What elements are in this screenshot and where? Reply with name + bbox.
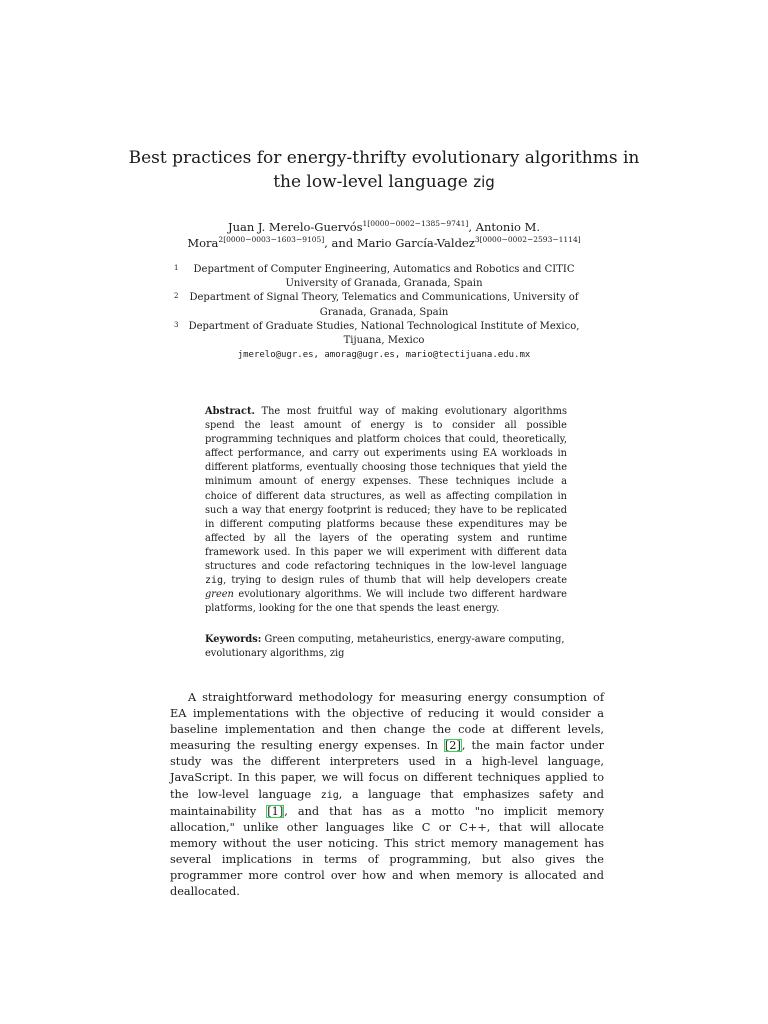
body-text-3: , a language that emphasizes safety and maintainability [170, 787, 605, 818]
keywords-label: Keywords: [205, 634, 262, 645]
author-2-name-first: Antonio M. [475, 220, 541, 234]
author-1-name: Juan J. Merelo-Guervós [227, 220, 363, 234]
author-and: , and [324, 236, 354, 250]
abstract-emphasis: green [205, 589, 234, 601]
abstract-text-2: , trying to design rules of thumb that will help developers create [223, 575, 567, 587]
affiliation-2-text: Department of Signal Theory, Telematics and Communications, University of Granada, Granada, Spain [189, 292, 579, 318]
author-3-name: Mario García-Valdez [356, 236, 475, 250]
title-text: Best practices for energy-thrifty evolutionary algorithms in the low-level language [128, 148, 640, 192]
citation-2-link[interactable]: [2] [444, 739, 461, 753]
abstract [205, 405, 567, 616]
abstract-text-1: The most fruitful way of making evolutionary algorithms spend the least amount of energy is to consider all possible programming techniques and platform choices that could, theoretically, affect performance, and carry out experiments using EA workloads in different platforms, eventually choosing those techniques that yield the minimum amount of energy expenses. These techniques include a choice of different data structures, as well as affecting compilation in such a way that energy footprint is reduced; they have to be replicated in different computing platforms because these expenditures may be affected by all the layers of the operating system and runtime framework used. In this paper we will experiment with different data structures and code refactoring techniques in the low-level language [205, 406, 567, 573]
paper-title [120, 146, 648, 194]
body-text-2: , the main factor under study was the different interpreters used in a high-level language, JavaScript. In this paper, we will focus on different techniques applied to the low-level language [170, 739, 604, 801]
author-2-name-last: Mora [187, 236, 219, 250]
affiliation-3-number: 3 [174, 320, 179, 329]
author-emails: jmerelo@ugr.es, amorag@ugr.es, mario@tectijuana.edu.mx [237, 350, 531, 361]
affiliation-2 [174, 291, 590, 319]
abstract-code: zig [205, 575, 224, 587]
affiliation-1 [174, 263, 590, 291]
citation-1-link[interactable]: [1] [267, 804, 284, 818]
abstract-label: Abstract. [205, 406, 255, 417]
affiliation-3 [174, 320, 590, 348]
affiliation-1-number: 1 [174, 264, 179, 272]
body-text-1: A straightforward methodology for measuring energy consumption of EA implementations with the objective of reducing it would consider a baseline implementation and then change the code at different levels, measuring the resulting energy expenses. In [170, 691, 604, 753]
affiliations [174, 263, 590, 362]
body-code: zig [320, 789, 339, 801]
keywords [205, 633, 567, 661]
affiliation-3-text: Department of Graduate Studies, National Technological Institute of Mexico, Tijuana, Mexico [188, 320, 580, 347]
title-code: zig [473, 173, 495, 191]
author-1-orcid: 1[0000−0002−1385−9741] [362, 219, 469, 229]
author-2-orcid: 2[0000−0003−1603−9105] [218, 235, 325, 245]
affiliation-1-text: Department of Computer Engineering, Automatics and Robotics and CITIC University of Granada, Granada, Spain [193, 264, 575, 290]
affiliation-2-number: 2 [174, 292, 179, 301]
keywords-text: Green computing, metaheuristics, energy-aware computing, evolutionary algorithms, zig [205, 634, 565, 660]
abstract-text-3: evolutionary algorithms. We will include two different hardware platforms, looking for the one that spends the least energy. [205, 589, 567, 615]
intro-paragraph [170, 690, 604, 900]
body-text-4: , and that has as a motto "no implicit memory allocation," unlike other languages like C or C++, that will allocate memory without the user noticing. This strict memory management has several implications in terms of programming, but also gives the programmer more control over how and when memory is allocated and deallocated. [170, 804, 604, 899]
author-list: Juan J. Merelo-Guervós$^{1[0000-0002-1385-9741]}$, Antonio M. Mora$^{2[0000-0003-1603-9105]}$, and Mario García-Valdez$^{3[0000-0002-2593-1114]}$ [187, 219, 581, 250]
author-3-orcid: 3[0000−0002−2593−1114] [474, 235, 581, 245]
